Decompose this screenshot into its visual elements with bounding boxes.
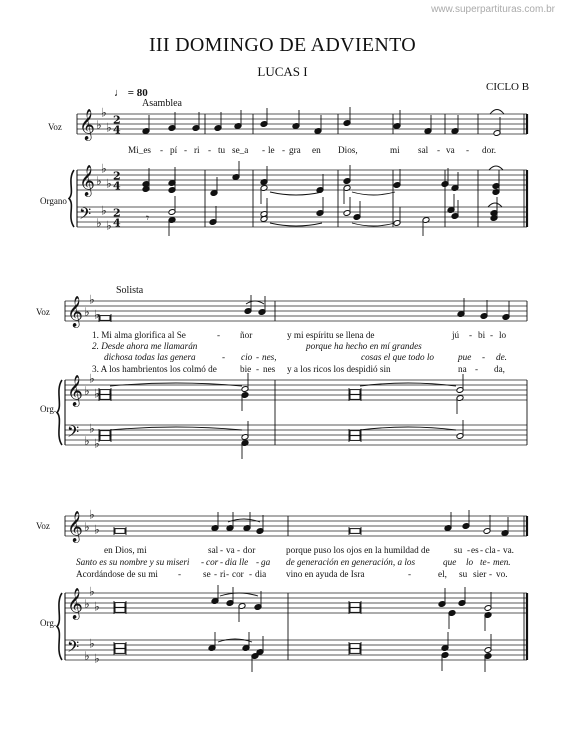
lyric-syllable: le <box>268 145 275 155</box>
lyric-verse1: va <box>226 545 235 555</box>
flat-key-signature-icon: ♭ <box>89 421 95 436</box>
lyric-verse3: Acordándose de su mi <box>76 569 158 579</box>
lyric-syllable: ri <box>194 145 200 155</box>
flat-key-signature-icon: ♭ <box>89 636 95 651</box>
time-signature-denominator: 4 <box>113 216 121 230</box>
treble-clef-icon: 𝄞 <box>67 296 83 327</box>
lyric-verse1: ñor <box>240 330 253 340</box>
flat-key-signature-icon: ♭ <box>101 203 107 218</box>
lyric-hyphen: - <box>487 557 491 567</box>
flat-key-signature-icon: ♭ <box>106 218 112 233</box>
flat-key-signature-icon: ♭ <box>101 105 107 120</box>
lyric-hyphen: - <box>178 569 182 579</box>
lyric-verse3: dia <box>255 569 267 579</box>
tie-slur <box>352 223 395 226</box>
breve-note <box>115 644 125 649</box>
tie-slur <box>360 427 456 430</box>
lyric-hyphen: - <box>408 569 412 579</box>
lyric-syllable: tu <box>218 145 226 155</box>
treble-clef-icon: 𝄞 <box>67 375 83 406</box>
lyric-hyphen: - <box>475 364 479 374</box>
lyric-verse3: nes <box>263 364 276 374</box>
breve-note <box>350 603 360 608</box>
tie-slur <box>360 383 456 386</box>
lyric-syllable: gra <box>289 145 301 155</box>
lyric-verse1: su <box>454 545 463 555</box>
staff-brace <box>57 593 62 660</box>
breve-note <box>350 649 360 654</box>
lyric-verse1: porque puso los ojos en la humildad de <box>286 545 430 555</box>
tempo-marking: ♩ = 80 <box>114 87 148 99</box>
flat-key-signature-icon: ♭ <box>84 434 90 448</box>
lyric-verse3: da, <box>494 364 505 374</box>
tie-slur <box>246 301 264 304</box>
lyric-hyphen: - <box>249 569 253 579</box>
flat-key-signature-icon: ♭ <box>84 384 90 398</box>
flat-key-signature-icon: ♭ <box>106 120 112 135</box>
lyric-syllable: Dios, <box>338 145 358 155</box>
treble-clef-icon: 𝄞 <box>67 588 83 619</box>
time-signature-numerator: 2 <box>113 169 121 183</box>
flat-key-signature-icon: ♭ <box>94 307 100 322</box>
lyric-syllable: dor. <box>482 145 497 155</box>
tie-slur <box>270 223 322 226</box>
breve-note <box>350 390 360 395</box>
lyric-hyphen: - <box>208 145 212 155</box>
organ-label: Org. <box>40 618 57 628</box>
tie-slur <box>352 192 395 195</box>
lyric-hyphen: - <box>220 545 224 555</box>
lyric-hyphen: - <box>214 569 218 579</box>
lyric-verse3: sier <box>473 569 487 579</box>
lyric-verse2: lo <box>466 557 474 567</box>
flat-key-signature-icon: ♭ <box>106 176 112 191</box>
lyric-verse2: dia lle <box>225 557 249 567</box>
lyric-syllable: sal <box>418 145 429 155</box>
site-watermark: www.superpartituras.com.br <box>431 4 555 15</box>
lyric-verse1: bi <box>478 330 486 340</box>
fermata-icon <box>488 203 502 207</box>
breve-note <box>115 603 125 608</box>
flat-key-signature-icon: ♭ <box>84 520 90 534</box>
breve-note <box>100 395 110 400</box>
lyric-syllable: se_a <box>232 145 249 155</box>
lyric-verse3: bie <box>240 364 252 374</box>
lyric-verse1: es <box>471 545 479 555</box>
time-signature-numerator: 2 <box>113 206 121 220</box>
lyric-verse2: nes, <box>262 352 277 362</box>
time-signature-numerator: 2 <box>113 113 121 127</box>
flat-key-signature-icon: ♭ <box>84 597 90 611</box>
lyric-verse1: sal <box>208 545 219 555</box>
flat-key-signature-icon: ♭ <box>96 216 102 230</box>
time-signature-denominator: 4 <box>113 123 121 137</box>
lyric-hyphen: - <box>497 545 501 555</box>
lyric-hyphen: - <box>490 330 494 340</box>
lyric-verse3: vo. <box>496 569 508 579</box>
lyric-hyphen: - <box>201 557 205 567</box>
lyric-hyphen: - <box>282 145 286 155</box>
flat-key-signature-icon: ♭ <box>89 292 95 307</box>
fermata-icon <box>489 166 503 170</box>
voice-label: Voz <box>36 521 50 531</box>
lyric-syllable: mi <box>390 145 400 155</box>
lyric-verse3: na <box>458 364 467 374</box>
lyric-verse3: su <box>459 569 468 579</box>
section-label-asamblea: Asamblea <box>142 98 182 109</box>
lyric-hyphen: - <box>480 545 484 555</box>
flat-key-signature-icon: ♭ <box>89 584 95 599</box>
flat-key-signature-icon: ♭ <box>94 386 100 401</box>
lyric-verse2: que <box>443 557 457 567</box>
staff-brace <box>69 170 74 227</box>
time-signature-denominator: 4 <box>113 179 121 193</box>
organ-label: Organo <box>40 196 67 206</box>
ciclo-label: CICLO B <box>486 81 530 93</box>
lyric-syllable: en <box>312 145 321 155</box>
lyric-hyphen: - <box>256 364 260 374</box>
page-subtitle: LUCAS I <box>257 64 308 79</box>
lyric-verse1: jú <box>452 330 460 340</box>
lyric-hyphen: - <box>217 330 221 340</box>
organ-label: Org. <box>40 404 57 414</box>
section-label-solista: Solista <box>116 285 144 296</box>
breve-note <box>350 436 360 441</box>
lyric-verse3: y a los ricos los despidió sin <box>287 364 391 374</box>
voice-label: Voz <box>48 122 62 132</box>
lyric-verse2: men. <box>493 557 511 567</box>
lyric-hyphen: - <box>482 352 486 362</box>
staff-brace <box>57 380 62 445</box>
lyric-hyphen: - <box>467 545 471 555</box>
lyric-hyphen: - <box>256 352 260 362</box>
flat-key-signature-icon: ♭ <box>96 118 102 132</box>
lyric-verse3: se <box>203 569 211 579</box>
bass-clef-icon: 𝄢 <box>67 638 80 660</box>
lyric-verse1: cla <box>485 545 496 555</box>
lyric-verse3: 3. A los hambrientos los colmó de <box>92 364 217 374</box>
lyric-verse2: dichosa todas las genera <box>104 352 196 362</box>
page-title: III DOMINGO DE ADVIENTO <box>148 34 417 56</box>
tie-slur <box>218 639 252 642</box>
treble-clef-icon: 𝄞 <box>67 511 83 542</box>
lyric-verse3: vino en ayuda de Isra <box>286 569 365 579</box>
tie-slur <box>270 192 322 195</box>
lyric-hyphen: - <box>489 569 493 579</box>
lyric-verse2: de generación en generación, a los <box>286 557 416 567</box>
lyric-syllable: Mi_es <box>128 145 151 155</box>
eighth-rest-icon: 𝄾 <box>146 211 150 225</box>
flat-key-signature-icon: ♭ <box>94 599 100 614</box>
lyric-syllable: pí <box>170 145 178 155</box>
lyric-verse2: porque ha hecho en mí grandes <box>306 341 422 351</box>
flat-key-signature-icon: ♭ <box>94 651 100 666</box>
flat-key-signature-icon: ♭ <box>101 161 107 176</box>
lyric-verse2: cor <box>206 557 219 567</box>
lyric-verse2: 2. Desde ahora me llamarán <box>92 341 198 351</box>
breve-note <box>350 529 360 534</box>
breve-note <box>350 608 360 613</box>
lyric-verse1: 1. Mi alma glorifica al Se <box>92 330 186 340</box>
lyric-verse3: ri <box>220 569 226 579</box>
tie-slur <box>110 427 242 430</box>
lyric-hyphen: - <box>262 145 266 155</box>
lyric-verse1: lo <box>499 330 507 340</box>
fermata-icon <box>490 110 504 115</box>
lyric-verse3: el, <box>438 569 447 579</box>
lyric-verse1: va. <box>503 545 514 555</box>
lyric-verse3: cor <box>232 569 244 579</box>
tie-slur <box>110 383 242 386</box>
lyric-verse2: ga <box>261 557 271 567</box>
breve-note <box>350 395 360 400</box>
lyric-verse1: y mi espíritu se llena de <box>287 330 375 340</box>
flat-key-signature-icon: ♭ <box>94 522 100 537</box>
bass-clef-icon: 𝄢 <box>67 423 80 445</box>
lyric-hyphen: - <box>220 557 224 567</box>
lyric-hyphen: - <box>222 352 226 362</box>
breve-note <box>115 529 125 534</box>
flat-key-signature-icon: ♭ <box>84 305 90 319</box>
lyric-hyphen: - <box>160 145 164 155</box>
lyric-hyphen: - <box>437 145 441 155</box>
lyric-hyphen: - <box>237 545 241 555</box>
voice-label: Voz <box>36 307 50 317</box>
tie-slur <box>220 593 258 596</box>
lyric-verse1: dor <box>243 545 256 555</box>
flat-key-signature-icon: ♭ <box>84 649 90 663</box>
lyric-verse2: pue <box>458 352 472 362</box>
treble-clef-icon: 𝄞 <box>79 165 95 196</box>
breve-note <box>350 431 360 436</box>
flat-key-signature-icon: ♭ <box>96 174 102 188</box>
lyric-verse1: en Dios, mi <box>104 545 147 555</box>
bass-clef-icon: 𝄢 <box>79 205 92 227</box>
lyric-verse2: Santo es su nombre y su miseri <box>76 557 190 567</box>
breve-note <box>100 431 110 436</box>
lyric-verse2: cio <box>241 352 253 362</box>
breve-note <box>115 608 125 613</box>
flat-key-signature-icon: ♭ <box>89 507 95 522</box>
breve-note <box>115 649 125 654</box>
lyric-hyphen: - <box>184 145 188 155</box>
lyric-verse2: cosas el que todo lo <box>361 352 434 362</box>
lyric-verse2: de. <box>496 352 507 362</box>
flat-key-signature-icon: ♭ <box>94 436 100 451</box>
lyric-verse2: te <box>480 557 487 567</box>
lyric-hyphen: - <box>466 145 470 155</box>
lyric-syllable: va <box>446 145 455 155</box>
lyric-hyphen: - <box>256 557 260 567</box>
breve-note <box>100 436 110 441</box>
breve-note <box>350 644 360 649</box>
lyric-hyphen: - <box>469 330 473 340</box>
treble-clef-icon: 𝄞 <box>79 109 95 140</box>
breve-note <box>100 316 110 321</box>
lyric-hyphen: - <box>226 569 230 579</box>
flat-key-signature-icon: ♭ <box>89 371 95 386</box>
breve-note <box>100 390 110 395</box>
